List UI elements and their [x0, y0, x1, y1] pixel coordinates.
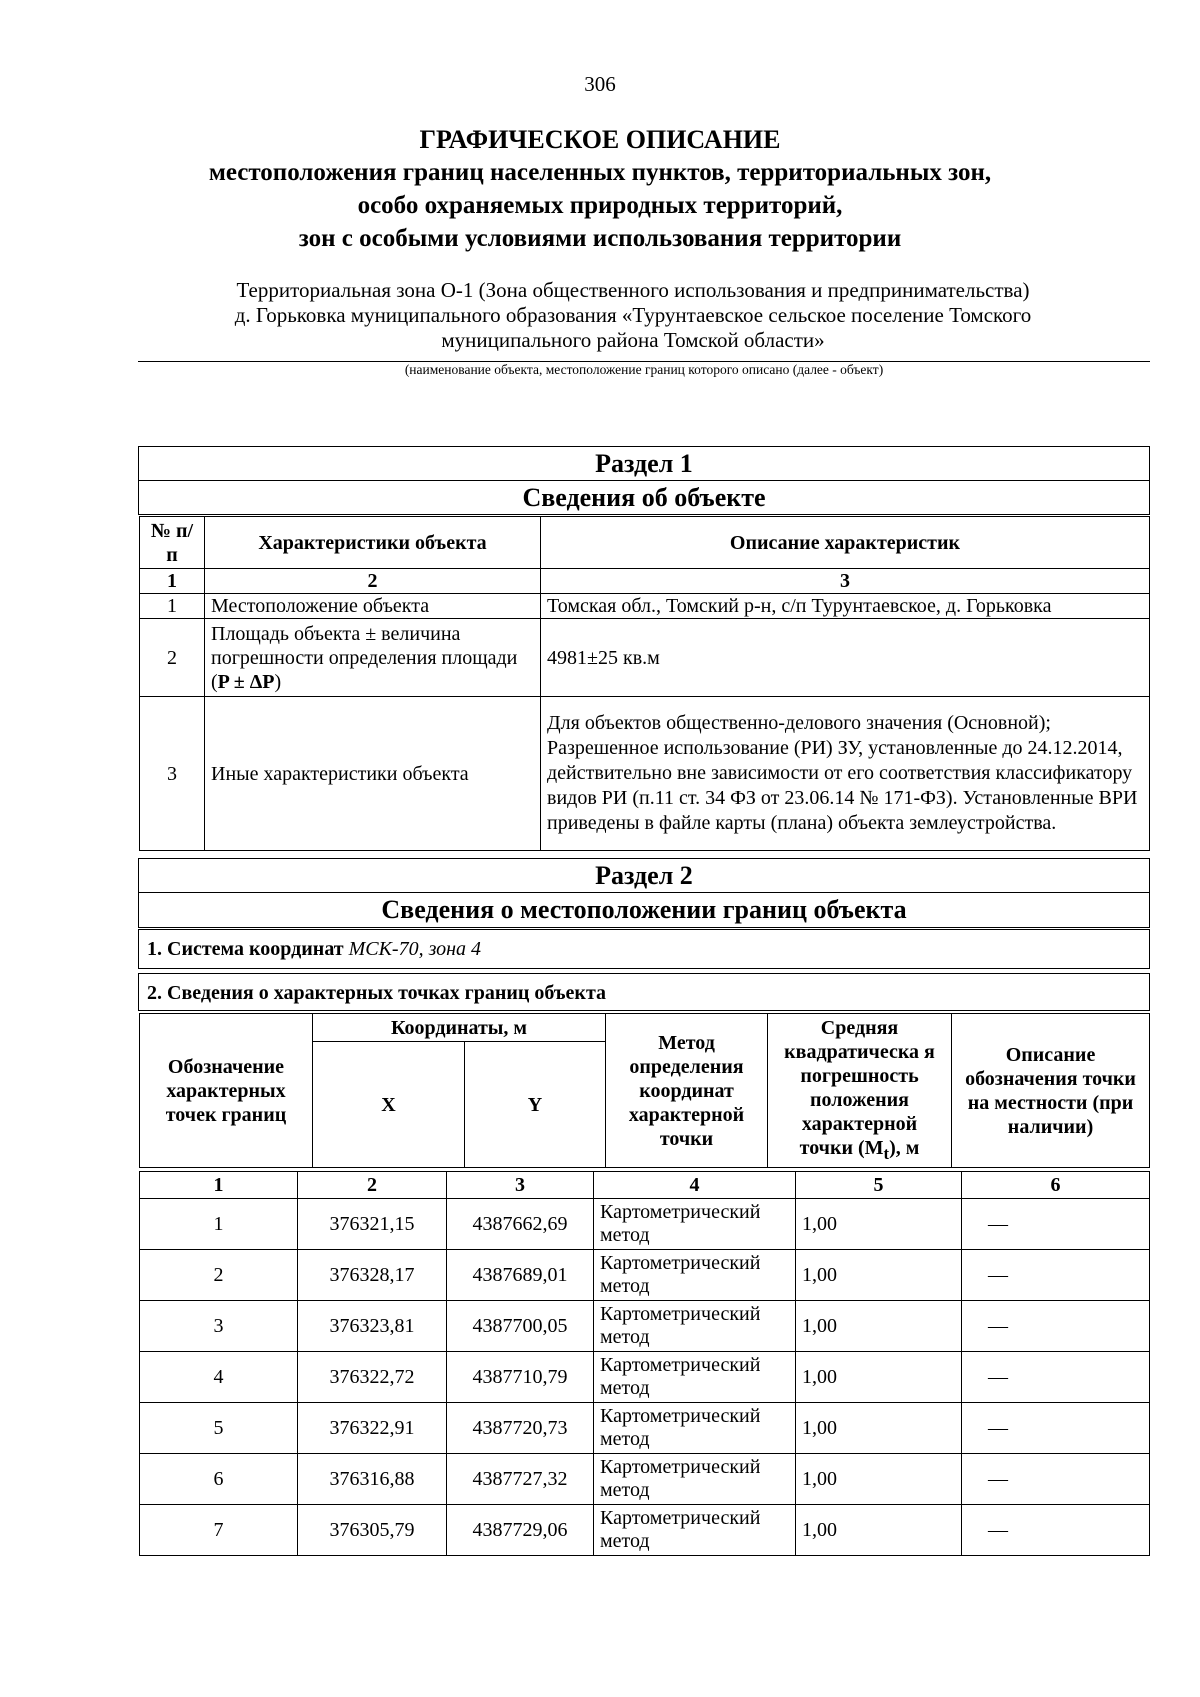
header-error	[768, 1014, 952, 1168]
row-name: Иные характеристики объекта	[205, 697, 541, 851]
object-line: д. Горьковка муниципального образования «Турунтаевское сельское поселение Томского	[234, 303, 1032, 327]
point-id: 2	[140, 1250, 298, 1301]
col-number: 5	[796, 1172, 962, 1199]
point-error: 1,00	[796, 1301, 962, 1352]
header-description: Описание характеристик	[541, 517, 1150, 569]
table-row	[140, 594, 1150, 619]
page-number: 306	[584, 72, 616, 96]
section2-title: Раздел 2	[595, 861, 693, 890]
row-num: 2	[140, 619, 205, 697]
point-desc: —	[962, 1403, 1150, 1454]
column-numbers-row	[140, 569, 1150, 594]
point-id: 6	[140, 1454, 298, 1505]
object-name	[179, 278, 1087, 353]
coord-system	[138, 929, 1150, 969]
point-row	[140, 1454, 1150, 1505]
point-method: Картометрический метод	[594, 1403, 796, 1454]
point-desc: —	[962, 1454, 1150, 1505]
header-error-sub: t	[883, 1143, 890, 1163]
point-method: Картометрический метод	[594, 1199, 796, 1250]
title-line: зон с особыми условиями использования территории	[298, 225, 902, 252]
point-error: 1,00	[796, 1199, 962, 1250]
header-method: Метод определения координат характерной точки	[606, 1014, 768, 1168]
title-line: местоположения границ населенных пунктов, территориальных зон,	[208, 159, 992, 186]
table-row	[140, 697, 1150, 851]
point-method: Картометрический метод	[594, 1505, 796, 1556]
points-label: 2. Сведения о характерных точках границ объекта	[138, 973, 1150, 1011]
object-info-table	[139, 516, 1150, 851]
row-num: 1	[140, 594, 205, 619]
point-id: 4	[140, 1352, 298, 1403]
col-number: 1	[140, 569, 205, 594]
header-point-description: Описание обозначения точки на местности (при наличии)	[952, 1014, 1150, 1168]
point-method: Картометрический метод	[594, 1301, 796, 1352]
points-table	[139, 1171, 1150, 1556]
header-error-end: ), м	[889, 1136, 920, 1159]
section1-title: Раздел 1	[595, 449, 693, 478]
col-number: 2	[205, 569, 541, 594]
point-desc: —	[962, 1301, 1150, 1352]
point-method: Картометрический метод	[594, 1454, 796, 1505]
object-caption: (наименование объекта, местоположение границ которого описано (далее - объект)	[404, 362, 884, 377]
row-desc: Для объектов общественно-делового значения (Основной); Разрешенное использование (РИ) ЗУ, установленные до 24.12.2014, действительно вне зависимости от его соответствия классификатору видов РИ (п.11 ст. 34 ФЗ от 23.06.14 № 171-ФЗ). Установленные ВРИ приведены в файле карты (плана) объекта землеустройства.	[541, 697, 1150, 851]
point-row	[140, 1403, 1150, 1454]
title-line: особо охраняемых природных территорий,	[357, 192, 843, 219]
row-name-text: Площадь объекта ± величина погрешности определения площади (	[211, 622, 518, 693]
point-desc: —	[962, 1199, 1150, 1250]
header-row	[140, 1014, 1150, 1042]
point-y: 4387700,05	[447, 1301, 594, 1352]
col-number: 1	[140, 1172, 298, 1199]
col-number: 6	[962, 1172, 1150, 1199]
points-header-table	[139, 1013, 1150, 1168]
row-name-end: )	[274, 670, 282, 693]
point-y: 4387720,73	[447, 1403, 594, 1454]
coord-system-label: 1. Система координат	[147, 938, 344, 960]
point-method: Картометрический метод	[594, 1352, 796, 1403]
point-y: 4387689,01	[447, 1250, 594, 1301]
row-name: Местоположение объекта	[205, 594, 541, 619]
point-id: 3	[140, 1301, 298, 1352]
section1-subtitle: Сведения об объекте	[139, 480, 1149, 514]
col-number: 2	[298, 1172, 447, 1199]
section2-header	[138, 858, 1150, 928]
row-desc: Томская обл., Томский р-н, с/п Турунтаевское, д. Горьковка	[541, 594, 1150, 619]
point-row	[140, 1199, 1150, 1250]
point-error: 1,00	[796, 1403, 962, 1454]
point-error: 1,00	[796, 1250, 962, 1301]
point-y: 4387727,32	[447, 1454, 594, 1505]
point-method: Картометрический метод	[594, 1250, 796, 1301]
point-x: 376316,88	[298, 1454, 447, 1505]
point-desc: —	[962, 1505, 1150, 1556]
point-desc: —	[962, 1352, 1150, 1403]
header-designation: Обозначение характерных точек границ	[140, 1014, 313, 1168]
header-error-text: Средняя квадратическа я погрешность положения характерной точки (M	[784, 1016, 935, 1159]
point-row	[140, 1352, 1150, 1403]
point-y: 4387729,06	[447, 1505, 594, 1556]
point-id: 1	[140, 1199, 298, 1250]
row-name	[205, 619, 541, 697]
document-title	[0, 124, 1200, 255]
header-x: X	[313, 1042, 465, 1168]
section1-header	[138, 446, 1150, 515]
point-x: 376321,15	[298, 1199, 447, 1250]
row-name-formula: P ± ΔP	[217, 670, 275, 693]
point-error: 1,00	[796, 1454, 962, 1505]
header-characteristic: Характеристики объекта	[205, 517, 541, 569]
col-number: 3	[541, 569, 1150, 594]
row-num: 3	[140, 697, 205, 851]
col-number: 4	[594, 1172, 796, 1199]
object-line: муниципального района Томской области»	[441, 328, 825, 352]
point-id: 7	[140, 1505, 298, 1556]
point-x: 376322,91	[298, 1403, 447, 1454]
row-desc: 4981±25 кв.м	[541, 619, 1150, 697]
point-x: 376305,79	[298, 1505, 447, 1556]
col-number: 3	[447, 1172, 594, 1199]
header-coords: Координаты, м	[313, 1014, 606, 1042]
column-numbers-row	[140, 1172, 1150, 1199]
coord-system-value: МСК-70, зона 4	[348, 938, 482, 960]
point-row	[140, 1505, 1150, 1556]
header-num: № п/п	[140, 517, 205, 569]
point-desc: —	[962, 1250, 1150, 1301]
point-x: 376328,17	[298, 1250, 447, 1301]
point-x: 376323,81	[298, 1301, 447, 1352]
point-id: 5	[140, 1403, 298, 1454]
point-y: 4387662,69	[447, 1199, 594, 1250]
point-row	[140, 1250, 1150, 1301]
point-error: 1,00	[796, 1505, 962, 1556]
header-y: Y	[465, 1042, 606, 1168]
table-row	[140, 619, 1150, 697]
title-main: ГРАФИЧЕСКОЕ ОПИСАНИЕ	[419, 125, 781, 154]
object-line: Территориальная зона О-1 (Зона общественного использования и предпринимательства)	[236, 278, 1030, 302]
table-header-row	[140, 517, 1150, 569]
section2-subtitle: Сведения о местоположении границ объекта	[139, 892, 1149, 926]
point-y: 4387710,79	[447, 1352, 594, 1403]
point-x: 376322,72	[298, 1352, 447, 1403]
point-error: 1,00	[796, 1352, 962, 1403]
point-row	[140, 1301, 1150, 1352]
